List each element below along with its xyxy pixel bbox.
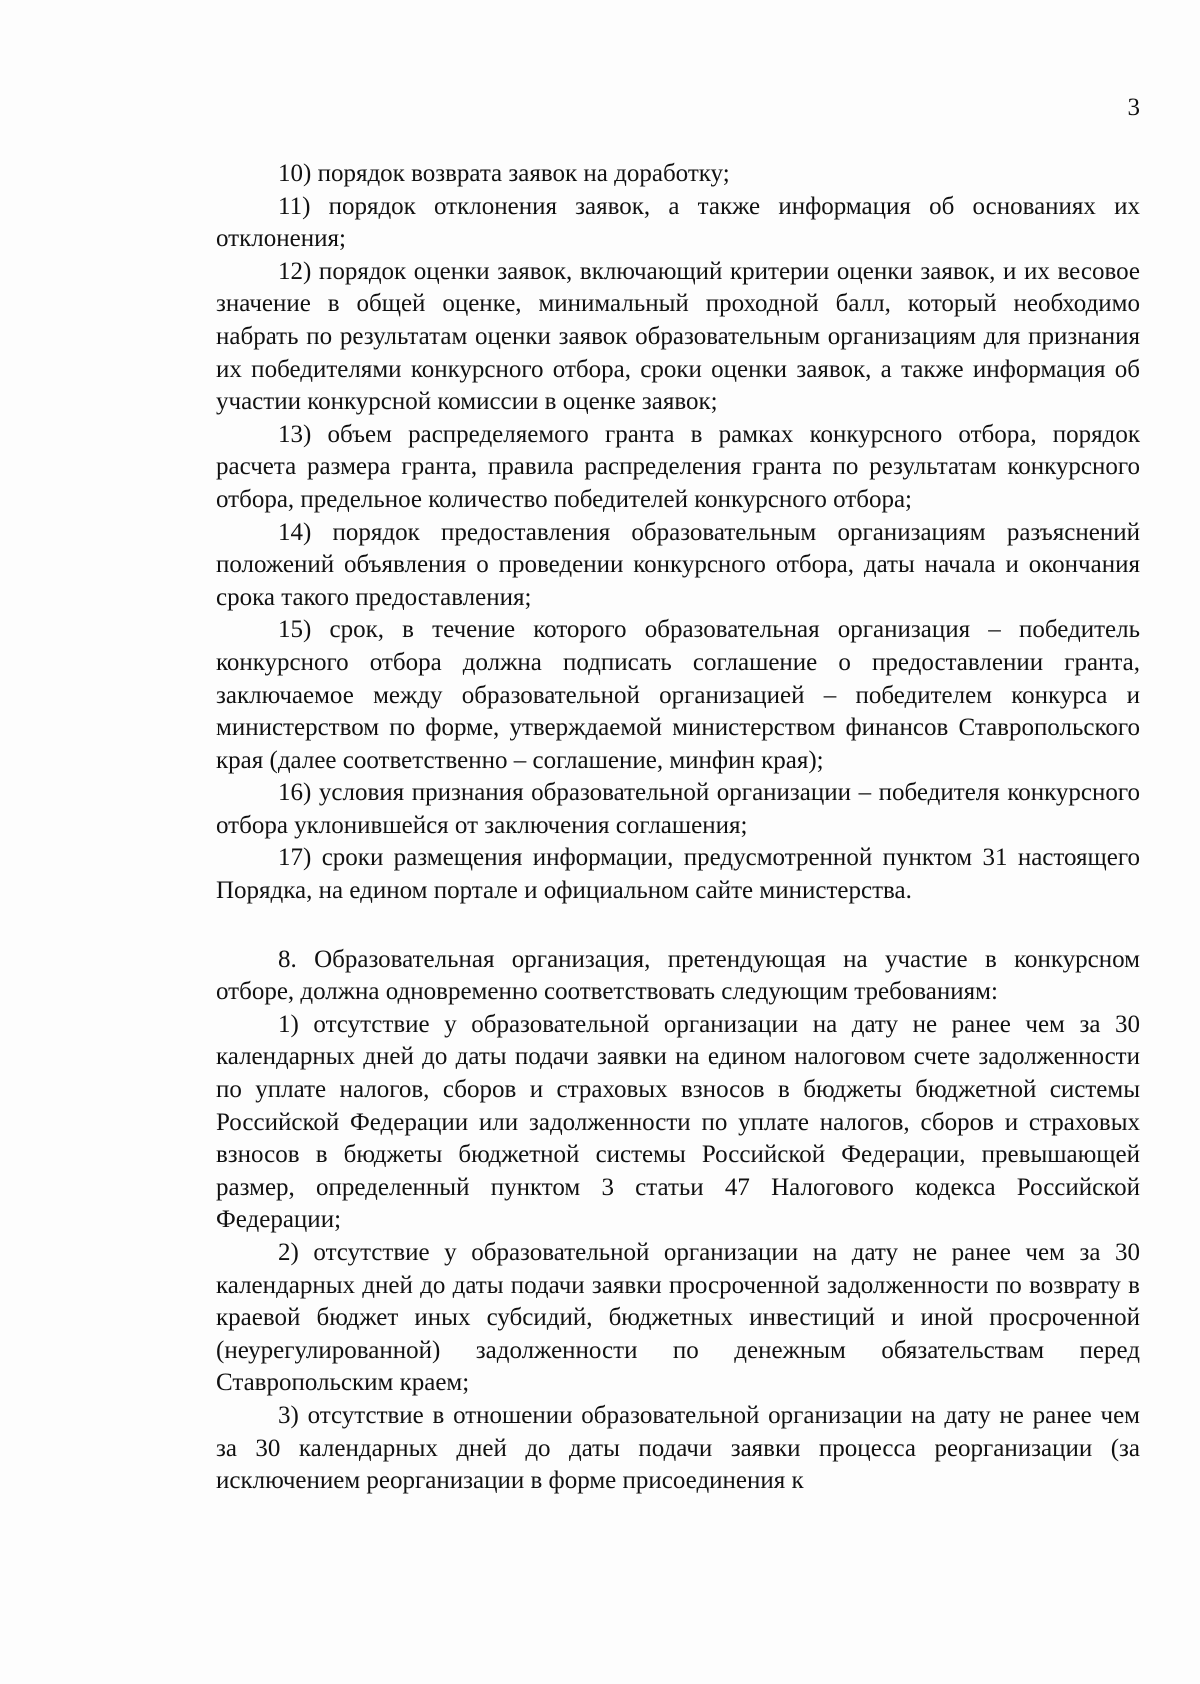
list-item-16: 16) условия признания образовательной организации – победителя конкурсного отбора уклонившейся от заключения соглашения;	[216, 779, 1140, 839]
list-item-13: 13) объем распределяемого гранта в рамках конкурсного отбора, порядок расчета размера гранта, правила распределения гранта по результатам конкурсного отбора, предельное количество победителей конкурсного отбора;	[216, 420, 1140, 513]
list-item-14: 14) порядок предоставления образовательным организациям разъяснений положений объявления о проведении конкурсного отбора, даты начала и окончания срока такого предоставления;	[216, 518, 1140, 611]
requirement-item-1: 1) отсутствие у образовательной организации на дату не ранее чем за 30 календарных дней до даты подачи заявки на едином налоговом счете задолженности по уплате налогов, сборов и страховых взносов в бюджеты бюджетной системы Российской Федерации или задолженности по уплате налогов, сборов и страховых взносов в бюджеты бюджетной системы Российской Федерации, превышающей размер, определенный пунктом 3 статьи 47 Налогового кодекса Российской Федерации;	[216, 1010, 1140, 1234]
requirement-item-2: 2) отсутствие у образовательной организации на дату не ранее чем за 30 календарных дней до даты подачи заявки просроченной задолженности по возврату в краевой бюджет иных субсидий, бюджетных инвестиций и иной просроченной (неурегулированной) задолженности по денежным обязательствам перед Ставропольским краем;	[216, 1239, 1140, 1397]
document-body	[216, 158, 1140, 1498]
page-number: 3	[1127, 94, 1140, 121]
list-item-11: 11) порядок отклонения заявок, а также информация об основаниях их отклонения;	[216, 192, 1140, 253]
list-item-17: 17) сроки размещения информации, предусмотренной пунктом 31 настоящего Порядка, на едином портале и официальном сайте министерства.	[216, 844, 1140, 905]
section-8-paragraph: 8. Образовательная организация, претендующая на участие в конкурсном отборе, должна одновременно соответствовать следующим требованиям:	[216, 945, 1140, 1006]
requirement-item-3: 3) отсутствие в отношении образовательной организации на дату не ранее чем за 30 календарных дней до даты подачи заявки процесса реорганизации (за исключением реорганизации в форме присоединения к	[216, 1401, 1140, 1495]
list-item-15: 15) срок, в течение которого образовательная организация – победитель конкурсного отбора должна подписать соглашение о предоставлении гранта, заключаемое между образовательной организацией – победителем конкурса и министерством по форме, утверждаемой министерством финансов Ставропольского края (далее соответственно – соглашение, минфин края);	[216, 616, 1140, 774]
list-item-12: 12) порядок оценки заявок, включающий критерии оценки заявок, и их весовое значение в общей оценке, минимальный проходной балл, который необходимо набрать по результатам оценки заявок образовательным организациям для признания их победителями конкурсного отбора, сроки оценки заявок, а также информация об участии конкурсной комиссии в оценке заявок;	[216, 257, 1140, 416]
list-item-10: 10) порядок возврата заявок на доработку;	[278, 160, 730, 187]
